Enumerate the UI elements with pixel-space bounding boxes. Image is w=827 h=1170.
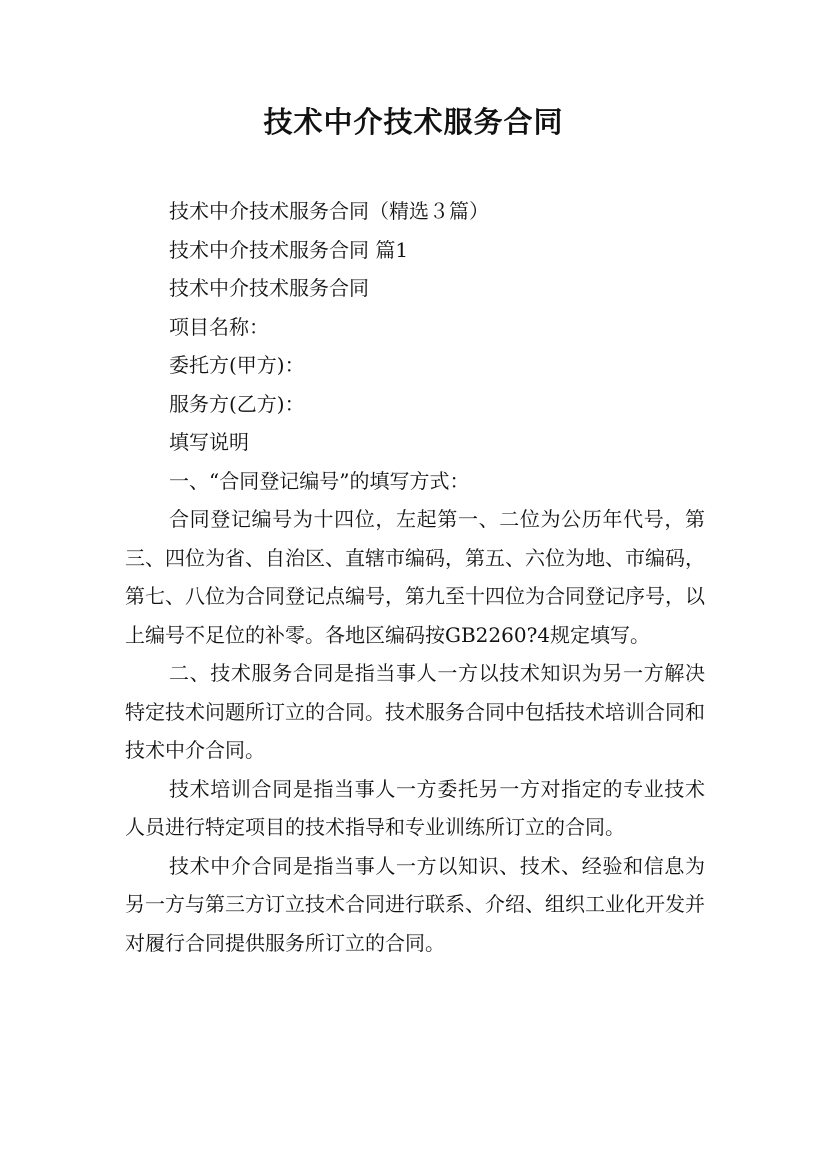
paragraph-party-b: 服务方(乙方)： bbox=[169, 391, 305, 416]
paragraph-section-one: 一、“合同登记编号”的填写方式： bbox=[169, 468, 470, 493]
paragraph-training-contract: 技术培训合同是指当事人一方委托另一方对指定的专业技术人员进行特定项目的技术指导和专业训练所订立的合同。 bbox=[125, 776, 705, 839]
paragraph-instructions-heading: 填写说明 bbox=[169, 430, 249, 454]
paragraph-intro: 技术中介技术服务合同（精选３篇） bbox=[169, 199, 489, 223]
document-title: 技术中介技术服务合同 bbox=[263, 105, 564, 139]
paragraph-contract-title: 技术中介技术服务合同 bbox=[169, 276, 369, 300]
document-body bbox=[125, 192, 705, 962]
paragraph-part-heading: 技术中介技术服务合同 篇1 bbox=[169, 237, 409, 262]
paragraph-party-a: 委托方(甲方)： bbox=[169, 353, 305, 377]
paragraph-project-name: 项目名称： bbox=[169, 314, 269, 339]
paragraph-intermediary-contract: 技术中介合同是指当事人一方以知识、技术、经验和信息为另一方与第三方订立技术合同进行联系、介绍、组织工业化开发并对履行合同提供服务所订立的合同。 bbox=[125, 853, 705, 955]
paragraph-section-two: 二、技术服务合同是指当事人一方以技术知识为另一方解决特定技术问题所订立的合同。技术服务合同中包括技术培训合同和技术中介合同。 bbox=[125, 661, 705, 762]
paragraph-registration-number: 合同登记编号为十四位，左起第一、二位为公历年代号，第三、四位为省、自治区、直辖市编码，第五、六位为地、市编码，第七、八位为合同登记点编号，第九至十四位为合同登记序号，以上编号不足位的补零。各地区编码按GB2260?4规定填写。 bbox=[125, 507, 705, 647]
